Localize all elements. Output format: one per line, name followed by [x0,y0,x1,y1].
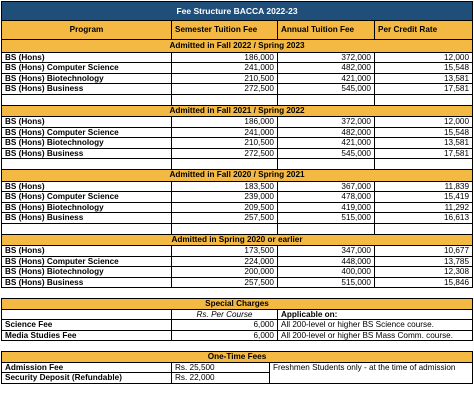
annual-fee-cell: 400,000 [278,267,375,278]
one-time-note: Freshmen Students only - at the time of admission [270,362,473,383]
semester-fee-cell: 173,500 [172,246,278,257]
semester-fee-cell: 272,500 [172,148,278,159]
semester-fee-cell: 241,000 [172,63,278,74]
annual-fee-cell: 367,000 [278,181,375,192]
semester-fee-cell: 200,000 [172,267,278,278]
special-charges-title: Special Charges [2,299,473,310]
program-cell: BS (Hons) [2,52,172,63]
special-applicable: All 200-level or higher BS Science course. [278,320,473,331]
column-header-row [2,21,473,40]
column-header-semester: Semester Tuition Fee [172,21,278,40]
gap-cell [2,159,172,170]
program-cell: BS (Hons) Computer Science [2,63,172,74]
annual-fee-cell: 545,000 [278,148,375,159]
semester-fee-cell: 210,500 [172,73,278,84]
gap-cell [172,159,278,170]
special-applicable: All 200-level or higher BS Mass Comm. course. [278,330,473,341]
program-cell: BS (Hons) Computer Science [2,256,172,267]
credit-rate-cell: 13,581 [375,73,473,84]
annual-fee-cell: 478,000 [278,192,375,203]
gap-cell [172,94,278,105]
special-label: Science Fee [2,320,172,331]
program-cell: BS (Hons) [2,117,172,128]
program-cell: BS (Hons) [2,246,172,257]
credit-rate-cell: 12,000 [375,52,473,63]
table-row [2,84,473,95]
table-row [2,138,473,149]
special-label: Media Studies Fee [2,330,172,341]
table-row [2,256,473,267]
section-gap [2,94,473,105]
table-row [2,181,473,192]
tuition-table [1,1,473,288]
section-title: Admitted in Fall 2022 / Spring 2023 [2,40,473,53]
table-row [2,73,473,84]
section-header-row [2,234,473,246]
table-row [2,246,473,257]
special-charges-table [1,298,473,341]
gap-cell [2,94,172,105]
semester-fee-cell: 272,500 [172,84,278,95]
special-row [2,330,473,341]
credit-rate-cell: 15,419 [375,192,473,203]
semester-fee-cell: 224,000 [172,256,278,267]
gap-cell [375,159,473,170]
credit-rate-cell: 16,613 [375,213,473,224]
annual-fee-cell: 515,000 [278,277,375,288]
section-header-row [2,105,473,117]
credit-rate-cell: 10,677 [375,246,473,257]
table-row [2,202,473,213]
section-gap [2,159,473,170]
table-title: Fee Structure BACCA 2022-23 [2,2,473,21]
annual-fee-cell: 372,000 [278,117,375,128]
section-gap [2,223,473,234]
special-amount: 6,000 [172,320,278,331]
semester-fee-cell: 183,500 [172,181,278,192]
gap-cell [375,223,473,234]
program-cell: BS (Hons) Biotechnology [2,202,172,213]
annual-fee-cell: 448,000 [278,256,375,267]
annual-fee-cell: 482,000 [278,63,375,74]
gap-cell [278,223,375,234]
program-cell: BS (Hons) Computer Science [2,192,172,203]
annual-fee-cell: 515,000 [278,213,375,224]
program-cell: BS (Hons) Business [2,277,172,288]
column-header-annual: Annual Tuition Fee [278,21,375,40]
table-row [2,213,473,224]
credit-rate-cell: 17,581 [375,148,473,159]
one-time-fees-title: One-Time Fees [2,352,473,363]
credit-rate-cell: 15,548 [375,63,473,74]
special-applicable-header: Applicable on: [278,309,473,320]
annual-fee-cell: 419,000 [278,202,375,213]
credit-rate-cell: 15,548 [375,127,473,138]
fee-structure-sheet [1,1,472,384]
sections-body [2,40,473,288]
semester-fee-cell: 239,000 [172,192,278,203]
section-title: Admitted in Fall 2021 / Spring 2022 [2,105,473,117]
semester-fee-cell: 210,500 [172,138,278,149]
column-header-program: Program [2,21,172,40]
section-title: Admitted in Fall 2020 / Spring 2021 [2,170,473,182]
special-charges-blank-cell [2,309,172,320]
semester-fee-cell: 257,500 [172,213,278,224]
one-time-label: Security Deposit (Refundable) [2,373,172,384]
semester-fee-cell: 257,500 [172,277,278,288]
credit-rate-cell: 13,581 [375,138,473,149]
gap-cell [278,94,375,105]
table-row [2,267,473,278]
one-time-amount: Rs. 22,000 [172,373,270,384]
semester-fee-cell: 241,000 [172,127,278,138]
annual-fee-cell: 421,000 [278,138,375,149]
credit-rate-cell: 17,581 [375,84,473,95]
annual-fee-cell: 421,000 [278,73,375,84]
program-cell: BS (Hons) Biotechnology [2,267,172,278]
one-time-fees-table [1,351,473,384]
program-cell: BS (Hons) Computer Science [2,127,172,138]
annual-fee-cell: 482,000 [278,127,375,138]
table-row [2,148,473,159]
gap-cell [375,94,473,105]
special-amount: 6,000 [172,330,278,341]
section-title: Admitted in Spring 2020 or earlier [2,234,473,246]
program-cell: BS (Hons) [2,181,172,192]
credit-rate-cell: 11,292 [375,202,473,213]
table-row [2,127,473,138]
one-time-row [2,362,473,373]
credit-rate-cell: 12,000 [375,117,473,128]
credit-rate-cell: 15,846 [375,277,473,288]
semester-fee-cell: 186,000 [172,117,278,128]
semester-fee-cell: 186,000 [172,52,278,63]
credit-rate-cell: 12,308 [375,267,473,278]
credit-rate-cell: 11,839 [375,181,473,192]
program-cell: BS (Hons) Business [2,84,172,95]
special-rate-header: Rs. Per Course [172,309,278,320]
program-cell: BS (Hons) Biotechnology [2,138,172,149]
program-cell: BS (Hons) Business [2,148,172,159]
one-time-amount: Rs. 25,500 [172,362,270,373]
column-header-credit: Per Credit Rate [375,21,473,40]
gap-cell [2,223,172,234]
semester-fee-cell: 209,500 [172,202,278,213]
section-header-row [2,40,473,53]
annual-fee-cell: 347,000 [278,246,375,257]
annual-fee-cell: 545,000 [278,84,375,95]
special-row [2,320,473,331]
program-cell: BS (Hons) Business [2,213,172,224]
section-header-row [2,170,473,182]
table-row [2,117,473,128]
table-row [2,52,473,63]
credit-rate-cell: 13,785 [375,256,473,267]
gap-cell [278,159,375,170]
table-row [2,277,473,288]
table-row [2,63,473,74]
table-row [2,192,473,203]
program-cell: BS (Hons) Biotechnology [2,73,172,84]
one-time-label: Admission Fee [2,362,172,373]
gap-cell [172,223,278,234]
annual-fee-cell: 372,000 [278,52,375,63]
